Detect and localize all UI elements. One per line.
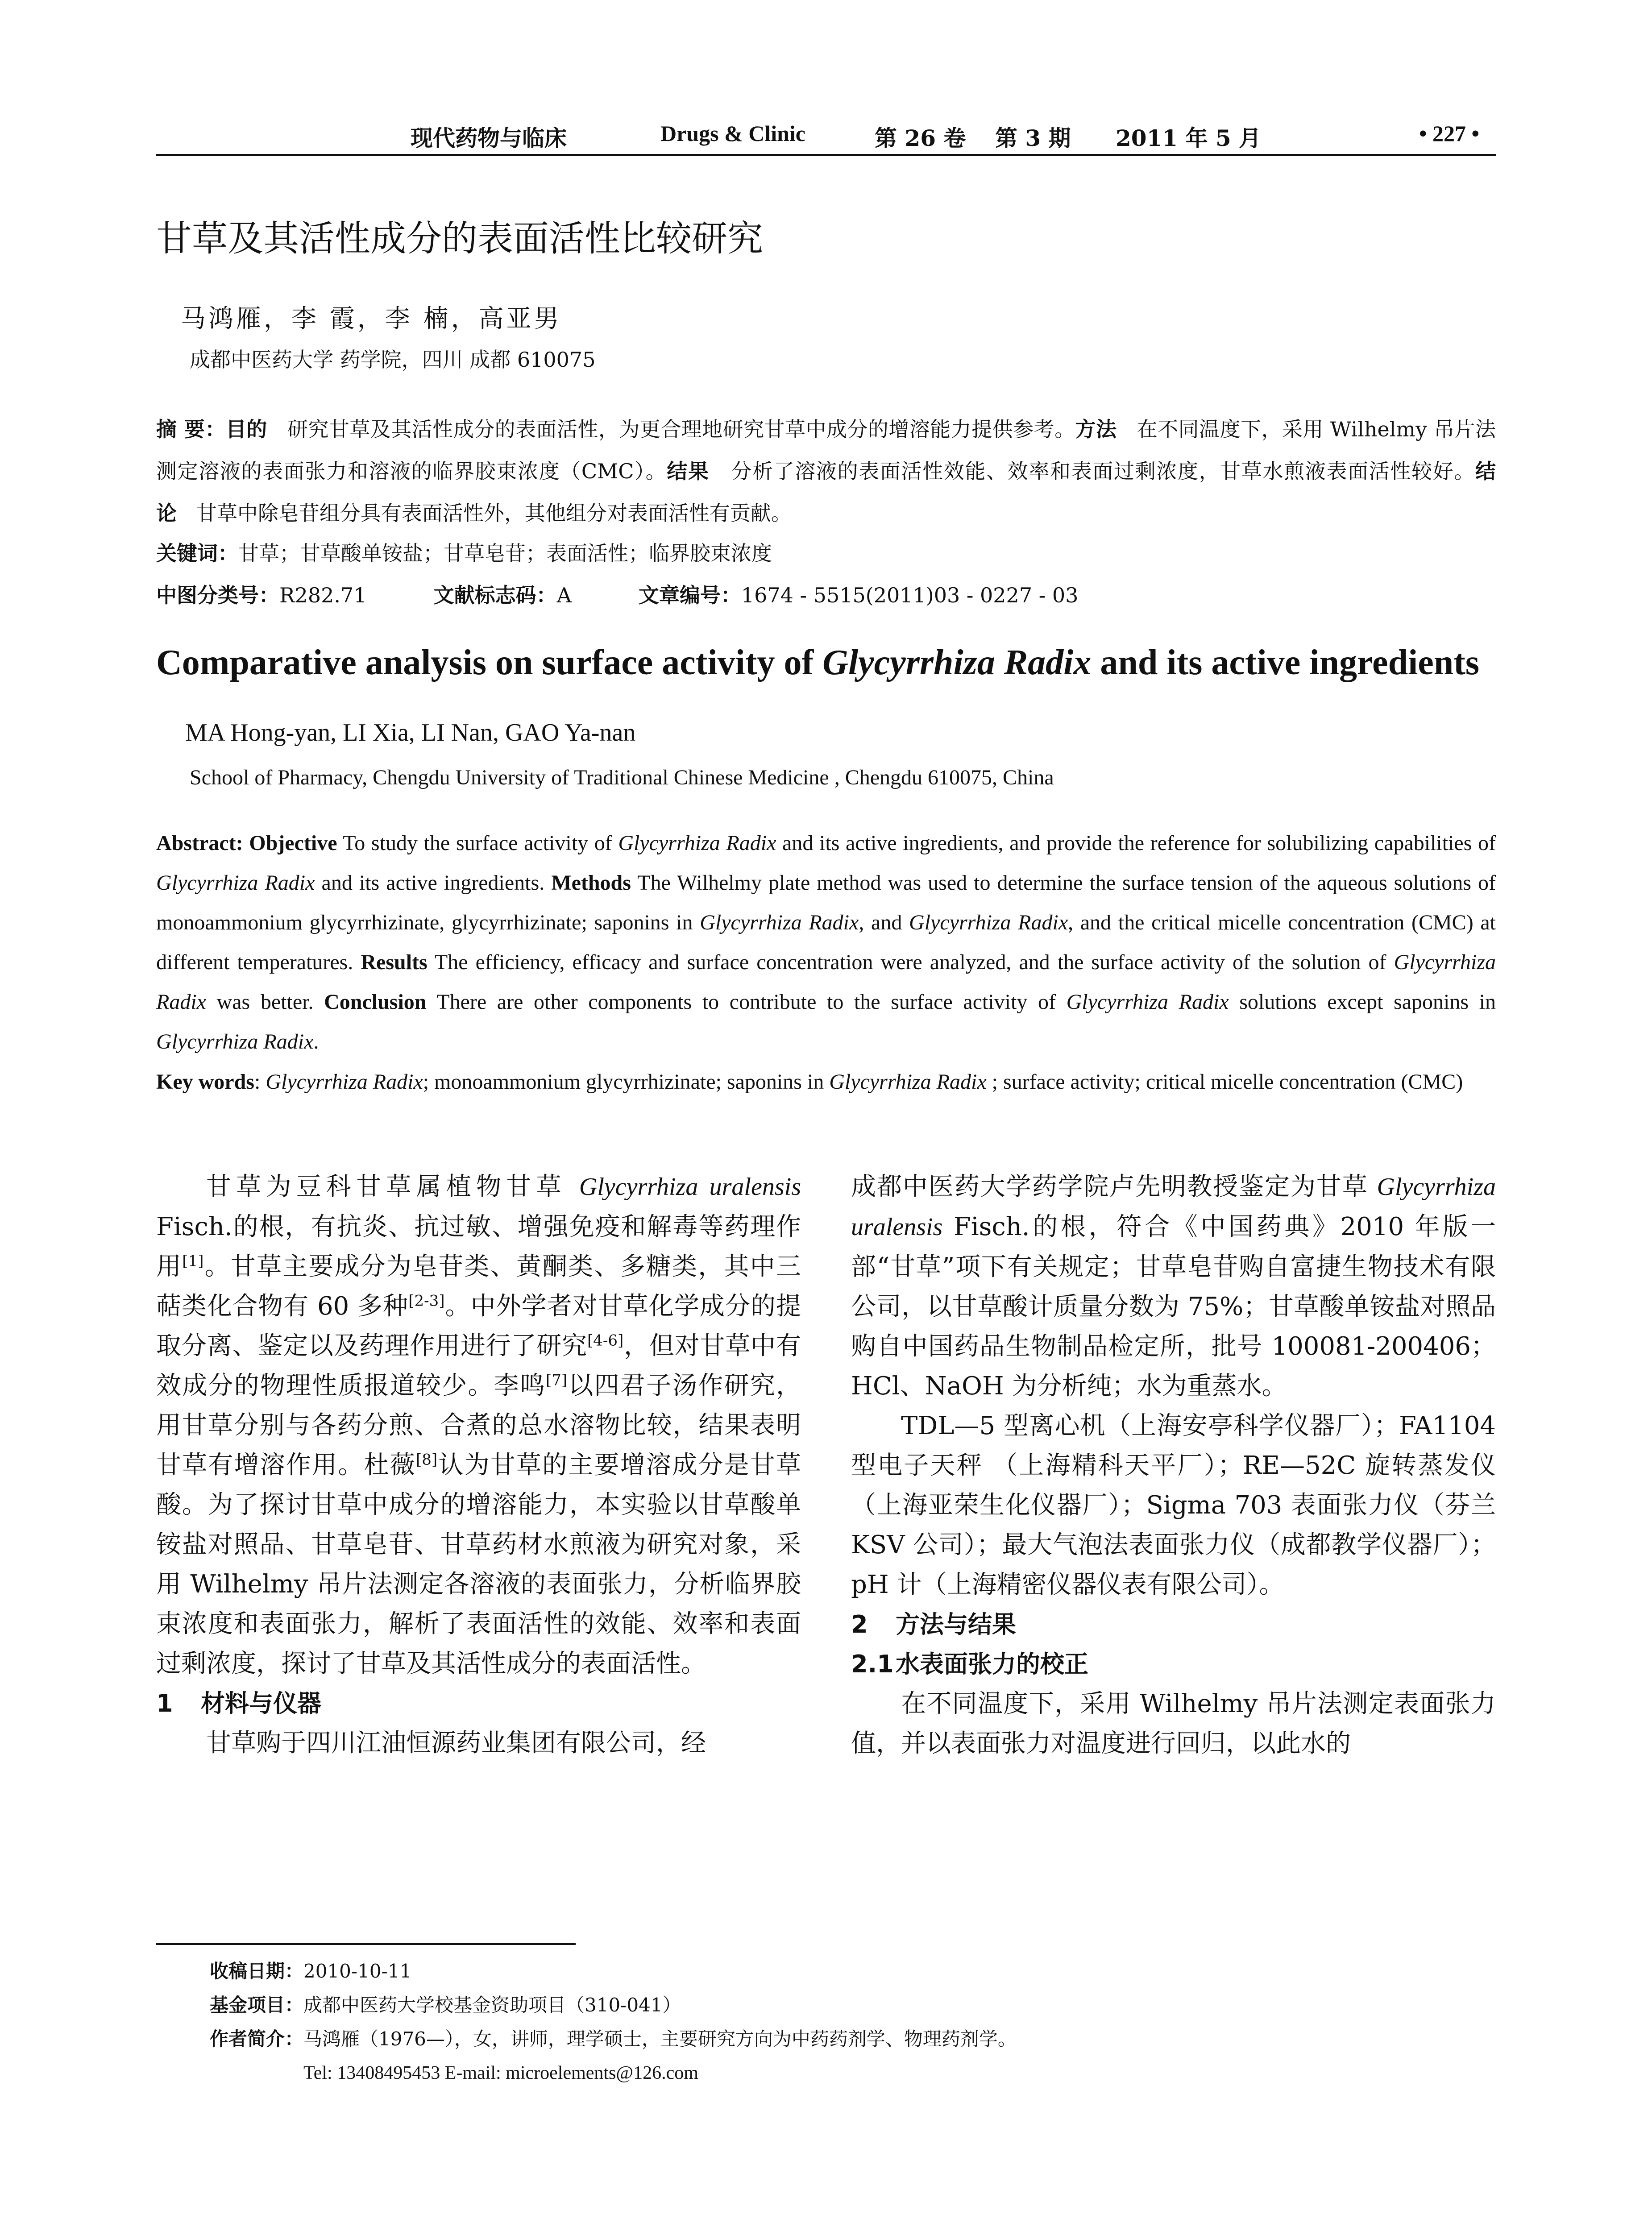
abstract-label-cn: 摘 要：: [156, 417, 226, 441]
clc-value: R282.71: [279, 583, 367, 607]
body-text: Fisch.的根，符合《中国药典》2010 年版一部“甘草”项下有关规定；甘草皂苷购自富捷生物技术有限公司，以甘草酸计质量分数为 75%；甘草酸单铵盐对照品购自中国药品生物制品检定所，批号 100081-200406；HCl、NaOH 为分析纯；水为重蒸水。: [851, 1212, 1496, 1401]
received-note: [210, 1954, 1017, 1988]
subsection-heading-2-1: [851, 1644, 1496, 1684]
fund-text: 成都中医药大学校基金资助项目（310-041）: [303, 1994, 681, 2016]
body-text: 。中外学者对甘草化学成分的提取分离、鉴定以及药理作用进行了研究: [156, 1292, 801, 1360]
conclusion-text-cn: 甘草中除皂苷组分具有表面活性外，其他组分对表面活性有贡献。: [196, 501, 792, 525]
keywords-text-en: ; monoammonium glycyrrhizinate; saponins in: [423, 1070, 830, 1094]
body-text: Fisch.的根，有抗炎、抗过敏、增强免疫和解毒等药理作用: [156, 1212, 801, 1281]
body-text: 甘草为豆科甘草属植物甘草: [206, 1172, 579, 1201]
author-label: 作者简介：: [210, 2028, 304, 2050]
volume: 第 26 卷: [875, 125, 966, 151]
body-text: 认为甘草的主要增溶成分是甘草酸。为了探讨甘草中成分的增溶能力，本实验以甘草酸单铵盐对照品、甘草皂苷、甘草药材水煎液为研究对象，采用 Wilhelmy 吊片法测定各溶液的表面张力，分析临界胶束浓度和表面张力，解析了表面活性的效能、效率和表面过剩浓度，探讨了甘草及其活性成分的表面活性。: [156, 1451, 801, 1678]
received-date: 2010-10-11: [303, 1960, 412, 1982]
citation: [2-3]: [408, 1292, 445, 1310]
intro-paragraph: [156, 1167, 801, 1684]
article-title-cn: 甘草及其活性成分的表面活性比较研究: [156, 218, 763, 259]
results-text-en: The efficiency, efficacy and surface concentration were analyzed, and the surface activity of the solution of: [427, 950, 1394, 974]
clc-item: [156, 574, 367, 616]
species-name: Glycyrrhiza Radix: [156, 1030, 314, 1053]
keywords-cn: [156, 532, 1496, 574]
conclusion-text-en: .: [313, 1030, 319, 1053]
section-number: 2.1: [851, 1650, 894, 1678]
keywords-text-en: ; surface activity; critical micelle concentration (CMC): [986, 1070, 1463, 1094]
section-title: 方法与结果: [896, 1610, 1016, 1638]
methods-text-en: , and the critical micelle concentration (CMC) at different temperatures.: [156, 911, 1496, 974]
species-name: Glycyrrhiza uralensis: [851, 1173, 1496, 1241]
materials-paragraph-cont: [851, 1167, 1496, 1406]
keywords-label-en: Key words: [156, 1070, 254, 1094]
author-bio: 马鸿雁（1976—），女，讲师，理学硕士，主要研究方向为中药药剂学、物理药剂学。: [303, 2028, 1017, 2050]
results-text-cn: 分析了溶液的表面活性效能、效率和表面过剩浓度，甘草水煎液表面活性较好。: [731, 459, 1476, 483]
body-text: ，但对甘草中有效成分的物理性质报道较少。李鸣: [156, 1331, 801, 1400]
body-column-left: [156, 1167, 801, 1763]
fund-label: 基金项目：: [210, 1994, 304, 2016]
abstract-cn: [156, 408, 1496, 534]
authors-en: MA Hong-yan, LI Xia, LI Nan, GAO Ya-nan: [185, 719, 636, 746]
objective-text-cn: 研究甘草及其活性成分的表面活性，为更合理地研究甘草中成分的增溶能力提供参考。: [287, 417, 1075, 441]
citation: [4-6]: [587, 1331, 624, 1350]
section-heading-1: [156, 1684, 801, 1723]
objective-label-en: Objective: [249, 831, 337, 855]
instruments-paragraph: TDL—5 型离心机（上海安亭科学仪器厂）；FA1104 型电子天秤 （上海精科天平厂）；RE—52C 旋转蒸发仪（上海亚荣生化仪器厂）；Sigma 703 表面张力仪（芬兰 KSV 公司）；最大气泡法表面张力仪（成都教学仪器厂）；pH 计（上海精密仪器仪表有限公司）。: [851, 1411, 1496, 1599]
doc-code-item: [434, 574, 572, 616]
keywords-label-cn: 关键词：: [156, 541, 238, 565]
keywords-text-cn: 甘草；甘草酸单铵盐；甘草皂苷；表面活性；临界胶束浓度: [238, 541, 772, 565]
species-name: Glycyrrhiza Radix: [700, 911, 859, 934]
affiliation-en: School of Pharmacy, Chengdu University of Traditional Chinese Medicine , Chengdu 610075, China: [190, 766, 1054, 789]
results-text-en: was better.: [206, 990, 324, 1014]
species-name: Glycyrrhiza Radix: [1066, 990, 1229, 1014]
body-text: 以四君子汤作研究，用甘草分别与各药分煎、合煮的总水溶物比较，结果表明甘草有增溶作用。杜薇: [156, 1371, 801, 1480]
issue: 第 3 期: [995, 125, 1071, 151]
body-text: 成都中医药大学药学院卢先明教授鉴定为甘草: [851, 1172, 1377, 1201]
conclusion-label-en: Conclusion: [324, 990, 427, 1014]
methods-text-en: The Wilhelmy plate method was used to determine the surface tension of the aqueous solutions of monoammonium glycyrrhizinate, glycyrrhizinate; saponins in: [156, 871, 1496, 934]
body-column-right: [851, 1167, 1496, 1763]
affiliation-cn: 成都中医药大学 药学院，四川 成都 610075: [190, 348, 596, 372]
title-en-part1: Comparative analysis on surface activity of: [156, 643, 823, 682]
conclusion-label-cn: 结论: [156, 459, 1496, 525]
citation: [7]: [546, 1371, 568, 1389]
species-name: Glycyrrhiza Radix: [156, 950, 1496, 1014]
species-name: Glycyrrhiza uralensis: [579, 1173, 801, 1201]
received-label: 收稿日期：: [210, 1960, 304, 1982]
conclusion-text-en: solutions except saponins in: [1229, 990, 1496, 1014]
section-number: 2: [851, 1610, 868, 1638]
citation: [8]: [416, 1451, 438, 1469]
journal-name-cn: 现代药物与临床: [411, 125, 567, 151]
running-header: [156, 120, 1496, 156]
footnotes: [210, 1954, 1017, 2090]
abstract-en: [156, 823, 1496, 1062]
classification-line: [156, 574, 1496, 616]
title-en-species: Glycyrrhiza Radix: [822, 643, 1092, 682]
article-no-label: 文章编号：: [638, 583, 741, 607]
abstract-label-en: Abstract:: [156, 831, 249, 855]
page-number: • 227 •: [1419, 121, 1480, 146]
species-name: Glycyrrhiza Radix: [829, 1070, 987, 1094]
species-name: Glycyrrhiza Radix: [266, 1070, 423, 1094]
issue-date: 2011 年 5 月: [1116, 125, 1262, 151]
materials-paragraph: 甘草购于四川江油恒源药业集团有限公司，经: [206, 1729, 706, 1758]
section-number: 1: [156, 1689, 173, 1717]
species-name: Glycyrrhiza Radix: [909, 911, 1068, 934]
keywords-en: [156, 1062, 1496, 1102]
results-label-en: Results: [361, 950, 428, 974]
doc-code-value: A: [556, 583, 572, 607]
author-note: [210, 2022, 1017, 2056]
objective-text-en: To study the surface activity of: [337, 831, 618, 855]
article-title-en: [156, 643, 1496, 683]
objective-text-en: and its active ingredients.: [315, 871, 552, 895]
citation: [1]: [182, 1252, 204, 1270]
title-en-part2: and its active ingredients: [1091, 643, 1480, 682]
methods-text-cn: 在不同温度下，采用 Wilhelmy 吊片法测定溶液的表面张力和溶液的临界胶束浓度（CMC）。: [156, 417, 1496, 483]
journal-name-en: Drugs & Clinic: [660, 121, 805, 146]
article-no-value: 1674 - 5515(2011)03 - 0227 - 03: [741, 583, 1079, 607]
methods-text-en: , and: [859, 911, 909, 934]
doc-code-label: 文献标志码：: [433, 583, 557, 607]
section-title: 水表面张力的校正: [896, 1650, 1088, 1678]
header-rule: [156, 154, 1496, 156]
body-text: 。甘草主要成分为皂苷类、黄酮类、多糖类，其中三萜类化合物有 60 多种: [156, 1252, 801, 1321]
authors-cn: 马鸿雁，李 霞，李 楠，高亚男: [181, 304, 562, 333]
calibration-paragraph: 在不同温度下，采用 Wilhelmy 吊片法测定表面张力值，并以表面张力对温度进行回归，以此水的: [851, 1689, 1496, 1758]
objective-label-cn: 目的: [225, 417, 267, 441]
results-label-cn: 结果: [667, 459, 710, 483]
clc-label: 中图分类号：: [156, 583, 279, 607]
methods-label-en: Methods: [551, 871, 631, 895]
species-name: Glycyrrhiza Radix: [618, 831, 776, 855]
methods-label-cn: 方法: [1075, 417, 1117, 441]
footnote-rule: [156, 1943, 576, 1945]
keywords-text-en: :: [254, 1070, 266, 1094]
section-heading-2: [851, 1605, 1496, 1644]
species-name: Glycyrrhiza Radix: [156, 871, 315, 895]
section-title: 材料与仪器: [201, 1689, 321, 1717]
conclusion-text-en: There are other components to contribute to the surface activity of: [426, 990, 1067, 1014]
objective-text-en: and its active ingredients, and provide the reference for solubilizing capabilities of: [776, 831, 1496, 855]
contact-note: Tel: 13408495453 E-mail: microelements@126.com: [303, 2063, 698, 2083]
fund-note: [210, 1988, 1017, 2022]
article-no-item: [639, 574, 1079, 616]
